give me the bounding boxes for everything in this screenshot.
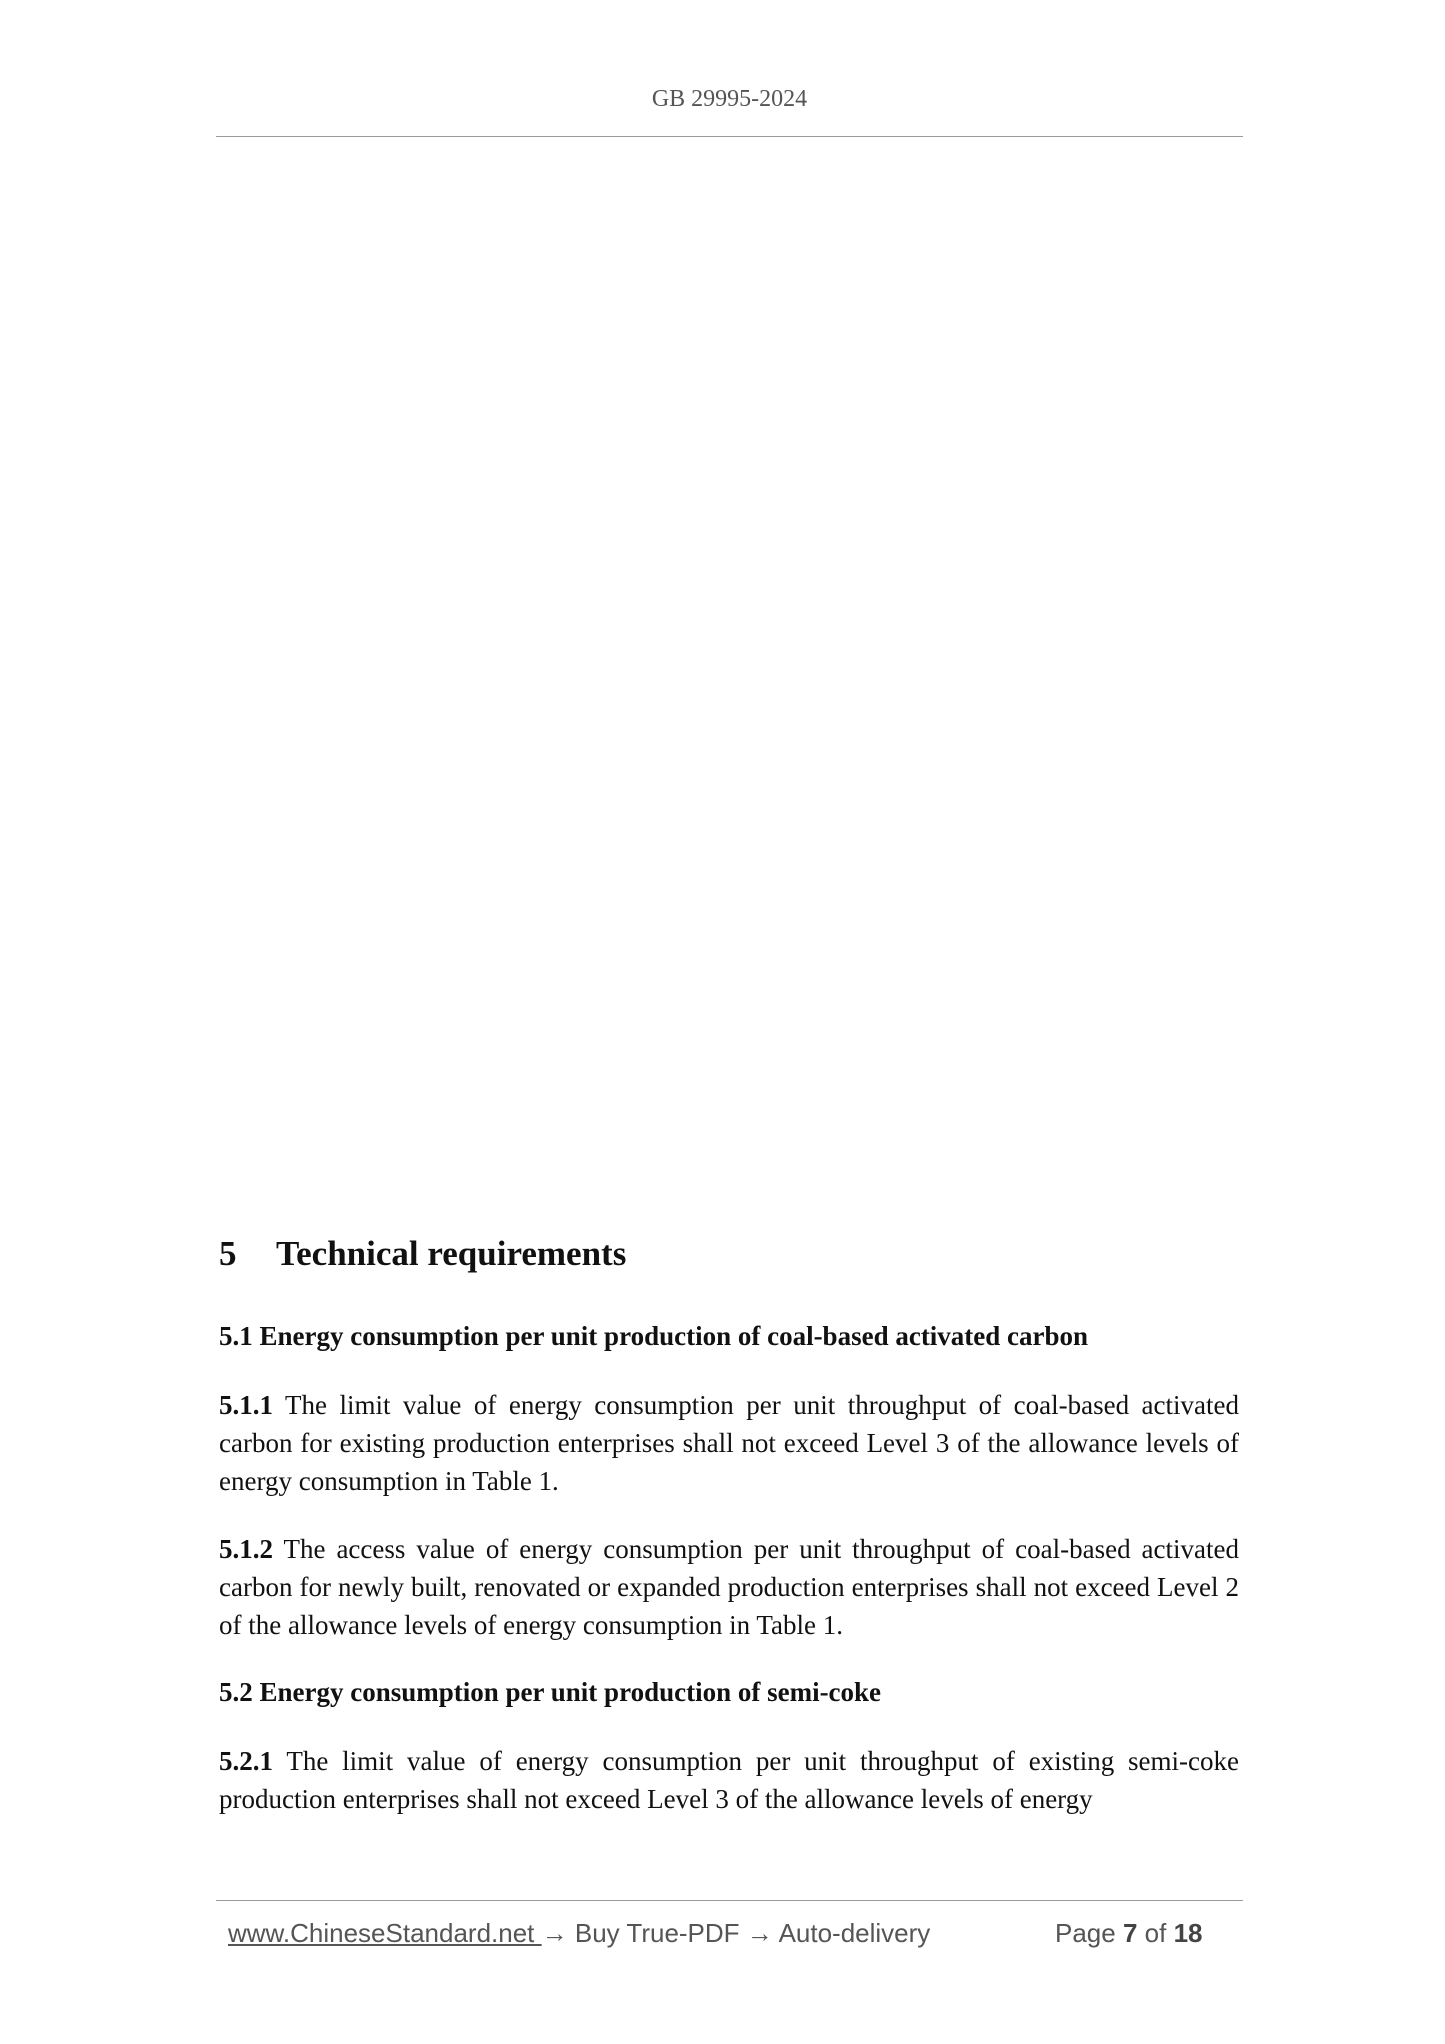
- footer-promo: [228, 1918, 930, 1949]
- clause-5-1-2: [219, 1530, 1239, 1644]
- page-current: 7: [1122, 1918, 1138, 1948]
- page-of-label: of: [1144, 1918, 1167, 1948]
- subsection-heading-5-2: 5.2 Energy consumption per unit production of semi-coke: [219, 1677, 882, 1707]
- clause-number: 5.2.1: [219, 1746, 273, 1776]
- section-heading: [219, 1234, 626, 1274]
- section-title: Technical requirements: [276, 1234, 627, 1273]
- buy-true-pdf-text: Buy True-PDF: [567, 1918, 747, 1948]
- auto-delivery-text: Auto-delivery: [772, 1918, 931, 1948]
- clause-text: The limit value of energy consumption per unit throughput of coal-based activated carbon for existing production enterprises shall not exceed Level 3 of the allowance levels of energy consumption in Table 1.: [219, 1390, 1239, 1496]
- clause-text: The access value of energy consumption per unit throughput of coal-based activated carbon for newly built, renovated or expanded production enterprises shall not exceed Level 2 of the allowance levels of energy consumption in Table 1.: [219, 1534, 1239, 1640]
- footer-divider: [216, 1900, 1243, 1901]
- clause-5-2-1: [219, 1742, 1239, 1818]
- clause-5-1-1: [219, 1386, 1239, 1500]
- page-header-standard-code: GB 29995-2024: [651, 86, 808, 112]
- subsection-heading-5-1: 5.1 Energy consumption per unit production of coal-based activated carbon: [219, 1321, 1089, 1351]
- clause-number: 5.1.2: [219, 1534, 273, 1564]
- section-number: 5: [219, 1234, 237, 1273]
- page-total: 18: [1173, 1918, 1203, 1948]
- clause-number: 5.1.1: [219, 1390, 273, 1420]
- header-divider: [216, 136, 1243, 137]
- page-label: Page: [1055, 1918, 1116, 1948]
- website-link[interactable]: www.ChineseStandard.net: [228, 1918, 542, 1948]
- arrow-right-icon: →: [746, 1918, 773, 1948]
- arrow-right-icon: →: [541, 1918, 568, 1948]
- clause-text: The limit value of energy consumption per unit throughput of existing semi-coke production enterprises shall not exceed Level 3 of the allowance levels of energy: [219, 1746, 1239, 1814]
- page-indicator: [1055, 1918, 1203, 1949]
